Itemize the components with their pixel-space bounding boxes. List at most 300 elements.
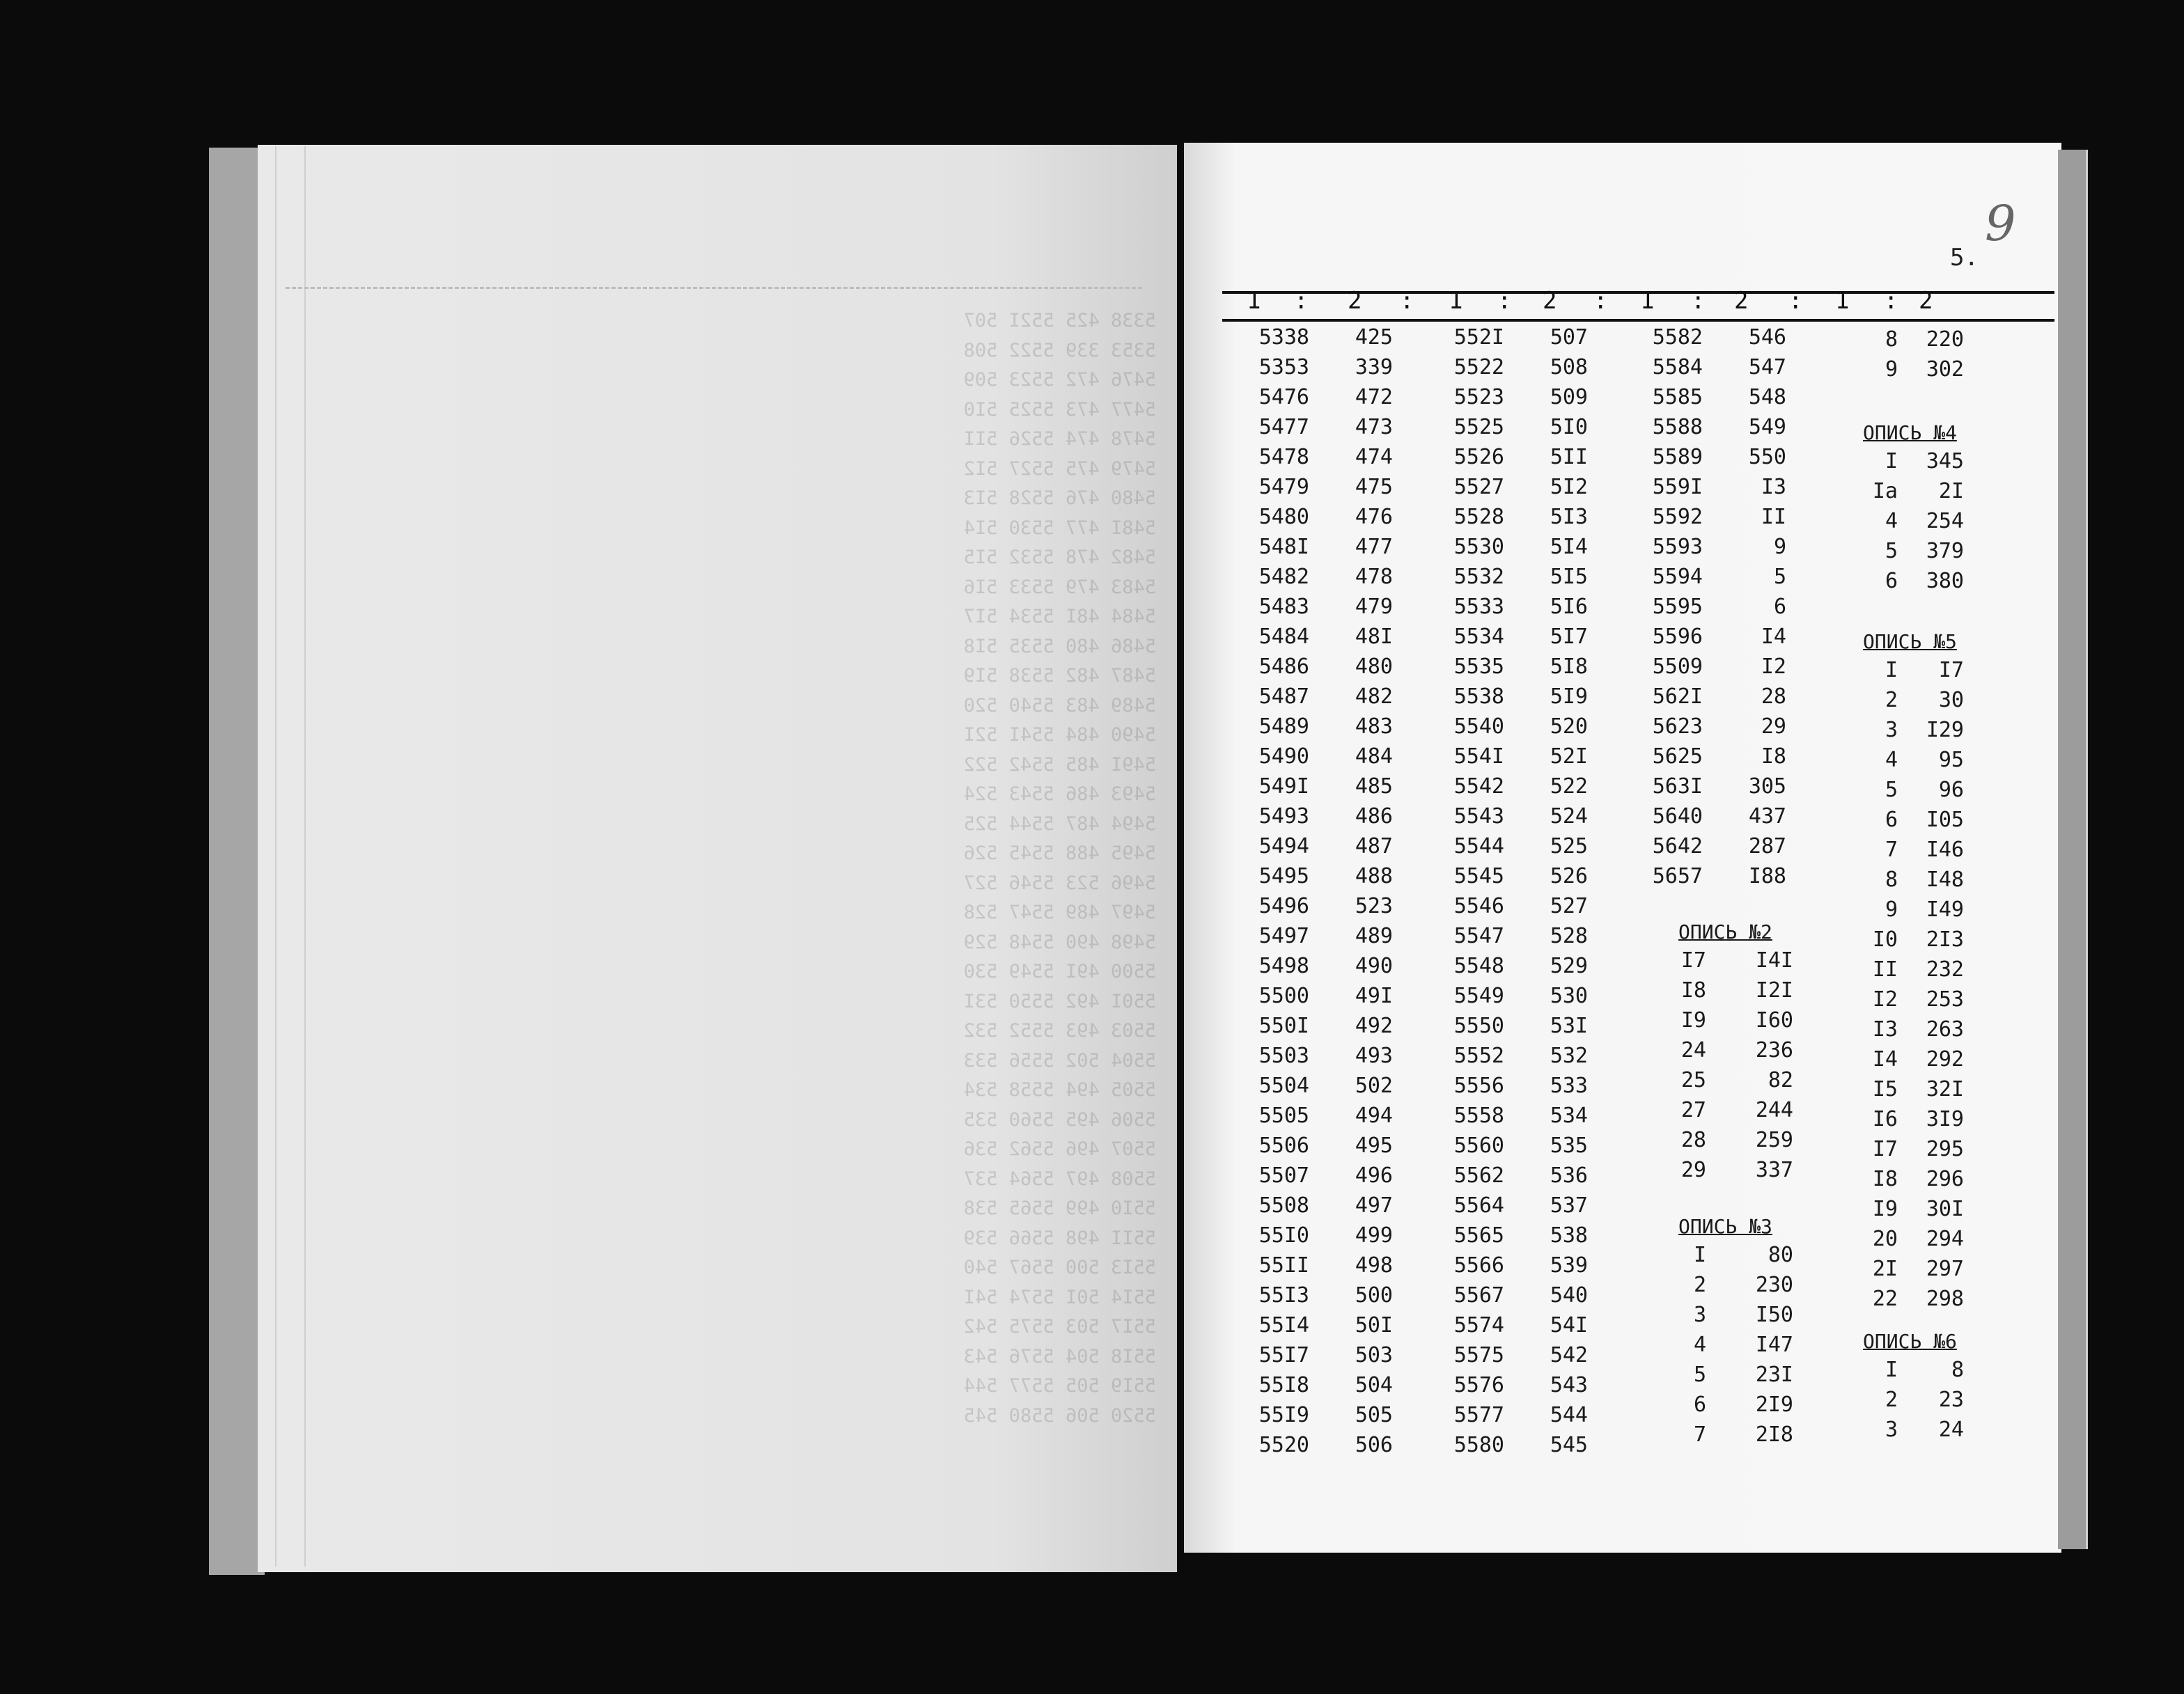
folio-mark: 9	[1985, 195, 2016, 252]
opis3-entry-value: 80	[1768, 1243, 1793, 1267]
opis5-entry-value: 297	[1926, 1257, 1964, 1281]
opis5-entry-number: 6	[1885, 808, 1898, 832]
bleed-line: 5479 475 5527 5I2	[963, 457, 1156, 480]
entry-number: 5582	[1652, 325, 1703, 350]
entry-number: 5549	[1453, 984, 1504, 1008]
entry-number: 5550	[1453, 1014, 1504, 1038]
entry-value: 547	[1748, 355, 1786, 379]
entry-number: 5592	[1652, 505, 1703, 529]
opis3-entry-number: 7	[1693, 1422, 1706, 1447]
bleed-line: 55I3 500 5567 540	[963, 1257, 1156, 1278]
opis5-entry-number: I6	[1872, 1107, 1898, 1131]
opis5-entry-value: 232	[1926, 957, 1964, 982]
bleed-line: 5508 497 5564 537	[963, 1168, 1156, 1190]
entry-number: 5580	[1453, 1433, 1504, 1457]
column-header: 1	[1835, 287, 1850, 315]
entry-value: 483	[1355, 714, 1393, 739]
opis2-entry-number: I8	[1680, 978, 1706, 1003]
entry-number: 5506	[1258, 1134, 1309, 1158]
opis3-entry-number: 2	[1693, 1273, 1706, 1297]
opis4-entry-number: I	[1885, 449, 1898, 473]
entry-value: 220	[1926, 327, 1964, 352]
opis5-entry-value: 30I	[1926, 1197, 1964, 1221]
entry-number: 5588	[1652, 415, 1703, 439]
entry-number: 548I	[1258, 535, 1309, 559]
column-header: 2	[1734, 287, 1749, 315]
entry-value: 5I7	[1550, 625, 1588, 649]
entry-value: 497	[1355, 1193, 1393, 1218]
entry-value: 498	[1355, 1253, 1393, 1278]
entry-value: 546	[1748, 325, 1786, 350]
entry-number: 5476	[1258, 385, 1309, 409]
entry-value: 522	[1550, 774, 1588, 799]
entry-value: 508	[1550, 355, 1588, 379]
entry-number: 5507	[1258, 1163, 1309, 1188]
opis5-entry-number: 20	[1872, 1227, 1898, 1251]
entry-number: 5657	[1652, 864, 1703, 888]
opis3-entry-number: I	[1693, 1243, 1706, 1267]
entry-number: 5562	[1453, 1163, 1504, 1188]
entry-number: 563I	[1652, 774, 1703, 799]
entry-number: 5538	[1453, 684, 1504, 709]
entry-value: 503	[1355, 1343, 1393, 1367]
opis5-entry-number: I0	[1872, 927, 1898, 952]
bleed-line: 5493 486 5543 524	[963, 783, 1156, 805]
entry-value: 6	[1773, 595, 1786, 619]
opis2-entry-value: 244	[1755, 1098, 1793, 1122]
entry-number: 9	[1885, 357, 1898, 382]
opis2-entry-value: 236	[1755, 1038, 1793, 1062]
bleed-line: 5338 425 552I 507	[963, 310, 1156, 331]
opis3-entry-value: 2I9	[1755, 1393, 1793, 1417]
entry-number: 5480	[1258, 505, 1309, 529]
bleed-line: 5484 48I 5534 5I7	[963, 606, 1156, 627]
entry-value: 5I0	[1550, 415, 1588, 439]
entry-number: 5548	[1453, 954, 1504, 978]
bleed-line: 55II 498 5566 539	[963, 1227, 1156, 1249]
entry-value: 53I	[1550, 1014, 1588, 1038]
opis3-heading: ОПИСЬ №3	[1678, 1215, 1772, 1238]
bleed-line: 5494 487 5544 525	[963, 813, 1156, 835]
opis5-entry-value: I46	[1926, 838, 1964, 862]
opis5-entry-number: 8	[1885, 868, 1898, 892]
opis4-entry-value: 379	[1926, 539, 1964, 563]
opis6-entry-number: 3	[1885, 1418, 1898, 1442]
entry-value: 523	[1355, 894, 1393, 918]
bleed-line: 55I7 503 5575 542	[963, 1316, 1156, 1338]
bleed-line: 5503 493 5552 532	[963, 1020, 1156, 1042]
entry-value: 500	[1355, 1283, 1393, 1308]
opis2-entry-number: 27	[1680, 1098, 1706, 1122]
entry-value: 50I	[1355, 1313, 1393, 1338]
entry-value: I3	[1761, 475, 1786, 499]
entry-number: 5338	[1258, 325, 1309, 350]
entry-value: 526	[1550, 864, 1588, 888]
bleed-line: 5353 339 5522 508	[963, 339, 1156, 361]
bleed-line: 5506 495 5560 535	[963, 1108, 1156, 1131]
column-header: 1	[1640, 287, 1655, 315]
opis5-entry-value: I7	[1938, 658, 1964, 682]
entry-number: 55I8	[1258, 1373, 1309, 1397]
bleed-line: 549I 485 5542 522	[963, 753, 1156, 776]
entry-value: 477	[1355, 535, 1393, 559]
opis4-entry-value: 345	[1926, 449, 1964, 473]
entry-value: 506	[1355, 1433, 1393, 1457]
bleed-line: 55I0 499 5565 538	[963, 1198, 1156, 1219]
entry-number: 5490	[1258, 744, 1309, 769]
entry-number: 5595	[1652, 595, 1703, 619]
entry-value: 425	[1355, 325, 1393, 350]
entry-number: 5544	[1453, 834, 1504, 858]
entry-number: 5478	[1258, 445, 1309, 469]
entry-value: 473	[1355, 415, 1393, 439]
bleed-line: 5476 472 5523 509	[963, 369, 1156, 391]
entry-number: 5496	[1258, 894, 1309, 918]
opis4-entry-number: 6	[1885, 569, 1898, 593]
entry-value: 494	[1355, 1104, 1393, 1128]
opis2-entry-number: I7	[1680, 948, 1706, 973]
entry-value: 48I	[1355, 625, 1393, 649]
bleed-line: 5504 502 5556 533	[963, 1049, 1156, 1072]
opis5-entry-value: 295	[1926, 1137, 1964, 1161]
opis2-heading: ОПИСЬ №2	[1678, 920, 1772, 943]
left-page-edge	[209, 148, 265, 1575]
column-header: 2	[1919, 287, 1933, 315]
page-number: 5.	[1950, 244, 1979, 272]
bleed-line: 5483 479 5533 5I6	[963, 576, 1156, 598]
entry-number: 5479	[1258, 475, 1309, 499]
opis2-entry-value: I4I	[1755, 948, 1793, 973]
entry-value: 539	[1550, 1253, 1588, 1278]
opis2-entry-value: I2I	[1755, 978, 1793, 1003]
entry-number: 55I4	[1258, 1313, 1309, 1338]
entry-number: 5576	[1453, 1373, 1504, 1397]
header-separator: :	[1497, 287, 1512, 315]
entry-number: 5623	[1652, 714, 1703, 739]
opis5-entry-value: I49	[1926, 897, 1964, 922]
entry-number: 5593	[1652, 535, 1703, 559]
entry-value: 487	[1355, 834, 1393, 858]
entry-number: 5353	[1258, 355, 1309, 379]
entry-number: 5540	[1453, 714, 1504, 739]
bleed-line: 5500 49I 5549 530	[963, 961, 1156, 982]
entry-number: 5567	[1453, 1283, 1504, 1308]
opis5-entry-number: I7	[1872, 1137, 1898, 1161]
bleed-line: 5480 476 5528 5I3	[963, 487, 1156, 509]
page-stack-edge	[275, 146, 306, 1567]
entry-number: 5489	[1258, 714, 1309, 739]
entry-value: 492	[1355, 1014, 1393, 1038]
entry-number: 5477	[1258, 415, 1309, 439]
bleed-line: 55I9 505 5577 544	[963, 1375, 1156, 1397]
entry-number: 5566	[1453, 1253, 1504, 1278]
entry-value: 478	[1355, 565, 1393, 589]
entry-value: 509	[1550, 385, 1588, 409]
opis5-entry-number: 7	[1885, 838, 1898, 862]
entry-number: 5520	[1258, 1433, 1309, 1457]
entry-number: 5526	[1453, 445, 1504, 469]
entry-number: 5545	[1453, 864, 1504, 888]
entry-value: 54I	[1550, 1313, 1588, 1338]
opis2-entry-value: 337	[1755, 1158, 1793, 1182]
entry-number: 550I	[1258, 1014, 1309, 1038]
entry-number: 5497	[1258, 924, 1309, 948]
entry-value: 532	[1550, 1044, 1588, 1068]
bleed-line: 5478 474 5526 5II	[963, 428, 1156, 450]
entry-value: 305	[1748, 774, 1786, 799]
entry-number: 55I7	[1258, 1343, 1309, 1367]
bleed-line: 550I 492 5550 53I	[963, 990, 1156, 1012]
column-header: 1	[1449, 287, 1463, 315]
entry-number: 5495	[1258, 864, 1309, 888]
entry-value: 482	[1355, 684, 1393, 709]
entry-value: 5I2	[1550, 475, 1588, 499]
entry-number: 5494	[1258, 834, 1309, 858]
bleed-line: 5495 488 5545 526	[963, 842, 1156, 864]
opis5-entry-value: 292	[1926, 1047, 1964, 1072]
opis6-entry-value: 23	[1938, 1388, 1964, 1412]
entry-value: 495	[1355, 1134, 1393, 1158]
entry-number: 5546	[1453, 894, 1504, 918]
entry-value: 52I	[1550, 744, 1588, 769]
opis2-entry-number: 25	[1680, 1068, 1706, 1092]
entry-value: 534	[1550, 1104, 1588, 1128]
entry-value: 496	[1355, 1163, 1393, 1188]
bleed-line: 5477 473 5525 5I0	[963, 398, 1156, 421]
entry-number: 5640	[1652, 804, 1703, 829]
entry-value: 490	[1355, 954, 1393, 978]
entry-value: 499	[1355, 1223, 1393, 1248]
opis3-entry-value: I47	[1755, 1333, 1793, 1357]
opis5-entry-value: I29	[1926, 718, 1964, 742]
bleed-through-rule	[286, 287, 1142, 289]
entry-value: 550	[1748, 445, 1786, 469]
entry-value: 480	[1355, 654, 1393, 679]
entry-value: 9	[1773, 535, 1786, 559]
entry-number: 5584	[1652, 355, 1703, 379]
entry-value: 486	[1355, 804, 1393, 829]
entry-number: 554I	[1453, 744, 1504, 769]
opis5-entry-number: 3	[1885, 718, 1898, 742]
opis6-entry-value: 8	[1951, 1358, 1964, 1382]
entry-number: 5565	[1453, 1223, 1504, 1248]
bleed-line: 55I4 50I 5574 54I	[963, 1286, 1156, 1308]
opis6-heading: ОПИСЬ №6	[1863, 1330, 1957, 1353]
opis2-entry-number: 24	[1680, 1038, 1706, 1062]
entry-value: 488	[1355, 864, 1393, 888]
entry-value: 528	[1550, 924, 1588, 948]
entry-number: 5589	[1652, 445, 1703, 469]
entry-number: 562I	[1652, 684, 1703, 709]
bleed-line: 5520 506 5580 545	[963, 1404, 1156, 1427]
entry-number: 5543	[1453, 804, 1504, 829]
entry-number: 8	[1885, 327, 1898, 352]
entry-number: 5486	[1258, 654, 1309, 679]
opis5-entry-value: 96	[1938, 778, 1964, 802]
entry-number: 5560	[1453, 1134, 1504, 1158]
entry-value: 302	[1926, 357, 1964, 382]
entry-number: 5484	[1258, 625, 1309, 649]
entry-value: I4	[1761, 625, 1786, 649]
header-rule-bottom	[1222, 319, 2054, 322]
opis5-entry-number: II	[1872, 957, 1898, 982]
entry-value: 437	[1748, 804, 1786, 829]
opis5-heading: ОПИСЬ №5	[1863, 630, 1957, 653]
entry-value: 544	[1550, 1403, 1588, 1427]
opis4-entry-value: 254	[1926, 509, 1964, 533]
header-separator: :	[1691, 287, 1706, 315]
opis5-entry-number: I2	[1872, 987, 1898, 1012]
column-header: 1	[1247, 287, 1261, 315]
entry-value: 339	[1355, 355, 1393, 379]
opis2-entry-value: 259	[1755, 1128, 1793, 1152]
entry-value: 5II	[1550, 445, 1588, 469]
entry-value: 5I3	[1550, 505, 1588, 529]
entry-value: 479	[1355, 595, 1393, 619]
entry-number: 5534	[1453, 625, 1504, 649]
entry-number: 552I	[1453, 325, 1504, 350]
opis5-entry-number: I3	[1872, 1017, 1898, 1042]
entry-number: 55II	[1258, 1253, 1309, 1278]
opis4-entry-number: Ia	[1872, 479, 1898, 503]
entry-value: 29	[1761, 714, 1786, 739]
entry-number: 55I9	[1258, 1403, 1309, 1427]
opis2-entry-number: I9	[1680, 1008, 1706, 1033]
entry-value: 5I4	[1550, 535, 1588, 559]
entry-value: 527	[1550, 894, 1588, 918]
bleed-through-text	[355, 306, 1156, 1448]
opis2-entry-number: 28	[1680, 1128, 1706, 1152]
entry-number: 559I	[1652, 475, 1703, 499]
bleed-line: 5505 494 5558 534	[963, 1079, 1156, 1101]
opis5-entry-value: 298	[1926, 1287, 1964, 1311]
entry-value: 502	[1355, 1074, 1393, 1098]
opis3-entry-number: 4	[1693, 1333, 1706, 1357]
opis5-entry-number: I	[1885, 658, 1898, 682]
entry-value: 507	[1550, 325, 1588, 350]
bleed-line: 5490 484 554I 52I	[963, 724, 1156, 746]
entry-number: 5596	[1652, 625, 1703, 649]
entry-number: 5575	[1453, 1343, 1504, 1367]
right-page-edge	[2058, 150, 2088, 1549]
opis5-entry-value: 95	[1938, 748, 1964, 772]
opis5-entry-number: 22	[1872, 1287, 1898, 1311]
entry-number: 5509	[1652, 654, 1703, 679]
entry-value: 530	[1550, 984, 1588, 1008]
entry-number: 5530	[1453, 535, 1504, 559]
bleed-line: 5496 523 5546 527	[963, 872, 1156, 894]
entry-number: 5527	[1453, 475, 1504, 499]
opis5-entry-number: 5	[1885, 778, 1898, 802]
entry-number: 55I3	[1258, 1283, 1309, 1308]
opis3-entry-number: 3	[1693, 1303, 1706, 1327]
entry-value: 475	[1355, 475, 1393, 499]
opis3-entry-value: 23I	[1755, 1363, 1793, 1387]
entry-value: 5I9	[1550, 684, 1588, 709]
opis4-entry-value: 2I	[1938, 479, 1964, 503]
entry-number: 5625	[1652, 744, 1703, 769]
entry-number: 5556	[1453, 1074, 1504, 1098]
opis5-entry-value: 296	[1926, 1167, 1964, 1191]
header-separator: :	[1400, 287, 1414, 315]
entry-value: 535	[1550, 1134, 1588, 1158]
entry-value: 504	[1355, 1373, 1393, 1397]
entry-value: 484	[1355, 744, 1393, 769]
entry-number: 5523	[1453, 385, 1504, 409]
opis5-entry-value: 2I3	[1926, 927, 1964, 952]
entry-value: I8	[1761, 744, 1786, 769]
entry-value: 525	[1550, 834, 1588, 858]
opis5-entry-value: 263	[1926, 1017, 1964, 1042]
opis4-entry-number: 5	[1885, 539, 1898, 563]
opis2-entry-value: I60	[1755, 1008, 1793, 1033]
opis2-entry-number: 29	[1680, 1158, 1706, 1182]
entry-number: 5525	[1453, 415, 1504, 439]
opis6-entry-number: 2	[1885, 1388, 1898, 1412]
entry-value: 505	[1355, 1403, 1393, 1427]
opis3-entry-number: 6	[1693, 1393, 1706, 1417]
opis3-entry-number: 5	[1693, 1363, 1706, 1387]
bleed-line: 5498 490 5548 529	[963, 931, 1156, 953]
header-separator: :	[1593, 287, 1608, 315]
bleed-line: 5497 489 5547 528	[963, 902, 1156, 923]
bleed-line: 55I8 504 5576 543	[963, 1345, 1156, 1367]
bleed-line: 5482 478 5532 5I5	[963, 547, 1156, 568]
entry-number: 5503	[1258, 1044, 1309, 1068]
entry-number: 549I	[1258, 774, 1309, 799]
bleed-line: 5507 496 5562 536	[963, 1138, 1156, 1160]
entry-number: 5547	[1453, 924, 1504, 948]
opis5-entry-value: 3I9	[1926, 1107, 1964, 1131]
entry-number: 5482	[1258, 565, 1309, 589]
entry-number: 5498	[1258, 954, 1309, 978]
entry-number: 5504	[1258, 1074, 1309, 1098]
entry-value: 489	[1355, 924, 1393, 948]
opis5-entry-value: I48	[1926, 868, 1964, 892]
entry-value: 5I8	[1550, 654, 1588, 679]
entry-number: 5585	[1652, 385, 1703, 409]
entry-value: 536	[1550, 1163, 1588, 1188]
opis5-entry-value: 253	[1926, 987, 1964, 1012]
entry-value: 287	[1748, 834, 1786, 858]
entry-value: 549	[1748, 415, 1786, 439]
bleed-line: 5489 483 5540 520	[963, 694, 1156, 716]
opis3-entry-value: 230	[1755, 1273, 1793, 1297]
column-header: 2	[1348, 287, 1362, 315]
entry-number: 5574	[1453, 1313, 1504, 1338]
entry-number: 5505	[1258, 1104, 1309, 1128]
entry-value: 28	[1761, 684, 1786, 709]
opis5-entry-number: I9	[1872, 1197, 1898, 1221]
entry-number: 5594	[1652, 565, 1703, 589]
entry-number: 55I0	[1258, 1223, 1309, 1248]
entry-number: 5508	[1258, 1193, 1309, 1218]
opis4-entry-number: 4	[1885, 509, 1898, 533]
entry-number: 5542	[1453, 774, 1504, 799]
opis5-entry-value: I05	[1926, 808, 1964, 832]
entry-number: 5564	[1453, 1193, 1504, 1218]
opis5-entry-number: I8	[1872, 1167, 1898, 1191]
opis4-entry-value: 380	[1926, 569, 1964, 593]
header-separator: :	[1788, 287, 1803, 315]
entry-value: 537	[1550, 1193, 1588, 1218]
entry-value: 540	[1550, 1283, 1588, 1308]
opis6-entry-number: I	[1885, 1358, 1898, 1382]
entry-value: 543	[1550, 1373, 1588, 1397]
entry-value: I2	[1761, 654, 1786, 679]
entry-value: 5I5	[1550, 565, 1588, 589]
entry-value: 476	[1355, 505, 1393, 529]
